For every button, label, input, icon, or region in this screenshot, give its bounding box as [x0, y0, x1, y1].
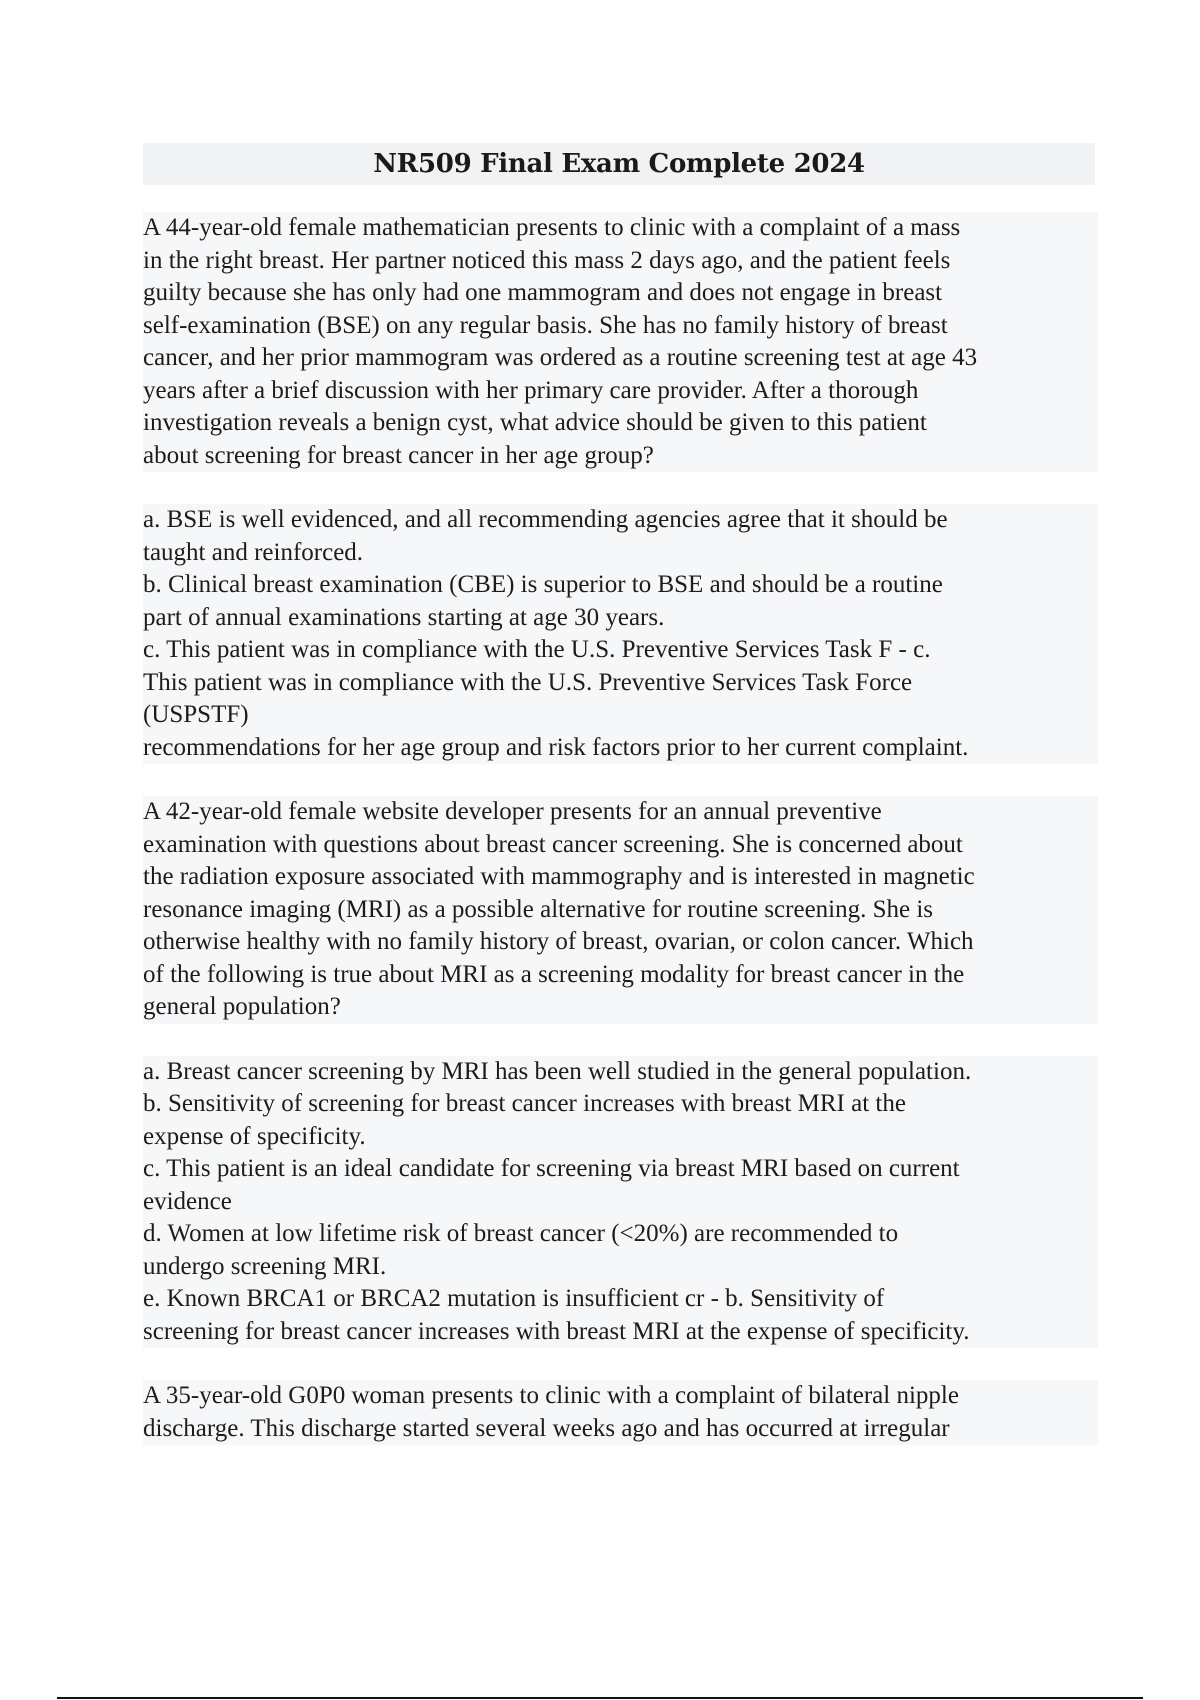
answer-option-line: c. This patient is an ideal candidate for screening via breast MRI based on current	[143, 1153, 1098, 1186]
text-line: cancer, and her prior mammogram was ordered as a routine screening test at age 43	[143, 342, 1098, 375]
text-line: A 35-year-old G0P0 woman presents to clinic with a complaint of bilateral nipple	[143, 1380, 1098, 1413]
answer-option-line: a. Breast cancer screening by MRI has been well studied in the general population.	[143, 1056, 1098, 1089]
answer-option-line: taught and reinforced.	[143, 537, 1098, 570]
text-line: A 42-year-old female website developer presents for an annual preventive	[143, 796, 1098, 829]
answer-option-line: a. BSE is well evidenced, and all recommending agencies agree that it should be	[143, 504, 1098, 537]
document-title: NR509 Final Exam Complete 2024	[373, 149, 865, 179]
text-line: guilty because she has only had one mammogram and does not engage in breast	[143, 277, 1098, 310]
text-line: resonance imaging (MRI) as a possible alternative for routine screening. She is	[143, 894, 1098, 927]
answer-option-line: c. This patient was in compliance with the U.S. Preventive Services Task F - c.	[143, 634, 1098, 667]
document-body	[143, 212, 1098, 1445]
page-bottom-rule	[57, 1697, 1143, 1699]
question-2-stem	[143, 796, 1098, 1024]
answer-option-line: evidence	[143, 1186, 1098, 1219]
question-2-options	[143, 1056, 1098, 1349]
answer-option-line: b. Sensitivity of screening for breast cancer increases with breast MRI at the	[143, 1088, 1098, 1121]
title-bar	[143, 143, 1095, 185]
text-line: otherwise healthy with no family history of breast, ovarian, or colon cancer. Which	[143, 926, 1098, 959]
answer-option-line: b. Clinical breast examination (CBE) is superior to BSE and should be a routine	[143, 569, 1098, 602]
answer-option-line: e. Known BRCA1 or BRCA2 mutation is insufficient cr - b. Sensitivity of	[143, 1283, 1098, 1316]
answer-option-line: This patient was in compliance with the U.S. Preventive Services Task Force	[143, 667, 1098, 700]
text-line: general population?	[143, 991, 1098, 1024]
answer-option-line: recommendations for her age group and risk factors prior to her current complaint.	[143, 732, 1098, 765]
answer-option-line: (USPSTF)	[143, 699, 1098, 732]
question-1-stem	[143, 212, 1098, 472]
text-line: examination with questions about breast cancer screening. She is concerned about	[143, 829, 1098, 862]
text-line: the radiation exposure associated with mammography and is interested in magnetic	[143, 861, 1098, 894]
answer-option-line: screening for breast cancer increases with breast MRI at the expense of specificity.	[143, 1316, 1098, 1349]
text-line: self-examination (BSE) on any regular basis. She has no family history of breast	[143, 310, 1098, 343]
answer-option-line: expense of specificity.	[143, 1121, 1098, 1154]
text-line: in the right breast. Her partner noticed this mass 2 days ago, and the patient feels	[143, 245, 1098, 278]
answer-option-line: part of annual examinations starting at age 30 years.	[143, 602, 1098, 635]
text-line: discharge. This discharge started several weeks ago and has occurred at irregular	[143, 1413, 1098, 1446]
text-line: about screening for breast cancer in her age group?	[143, 440, 1098, 473]
text-line: investigation reveals a benign cyst, what advice should be given to this patient	[143, 407, 1098, 440]
question-1-options	[143, 504, 1098, 764]
text-line: years after a brief discussion with her primary care provider. After a thorough	[143, 375, 1098, 408]
paragraph-gap	[143, 1348, 1098, 1380]
answer-option-line: undergo screening MRI.	[143, 1251, 1098, 1284]
text-line: of the following is true about MRI as a screening modality for breast cancer in the	[143, 959, 1098, 992]
paragraph-gap	[143, 472, 1098, 504]
paragraph-gap	[143, 764, 1098, 796]
question-3-stem	[143, 1380, 1098, 1445]
text-line: A 44-year-old female mathematician presents to clinic with a complaint of a mass	[143, 212, 1098, 245]
answer-option-line: d. Women at low lifetime risk of breast cancer (<20%) are recommended to	[143, 1218, 1098, 1251]
paragraph-gap	[143, 1024, 1098, 1056]
